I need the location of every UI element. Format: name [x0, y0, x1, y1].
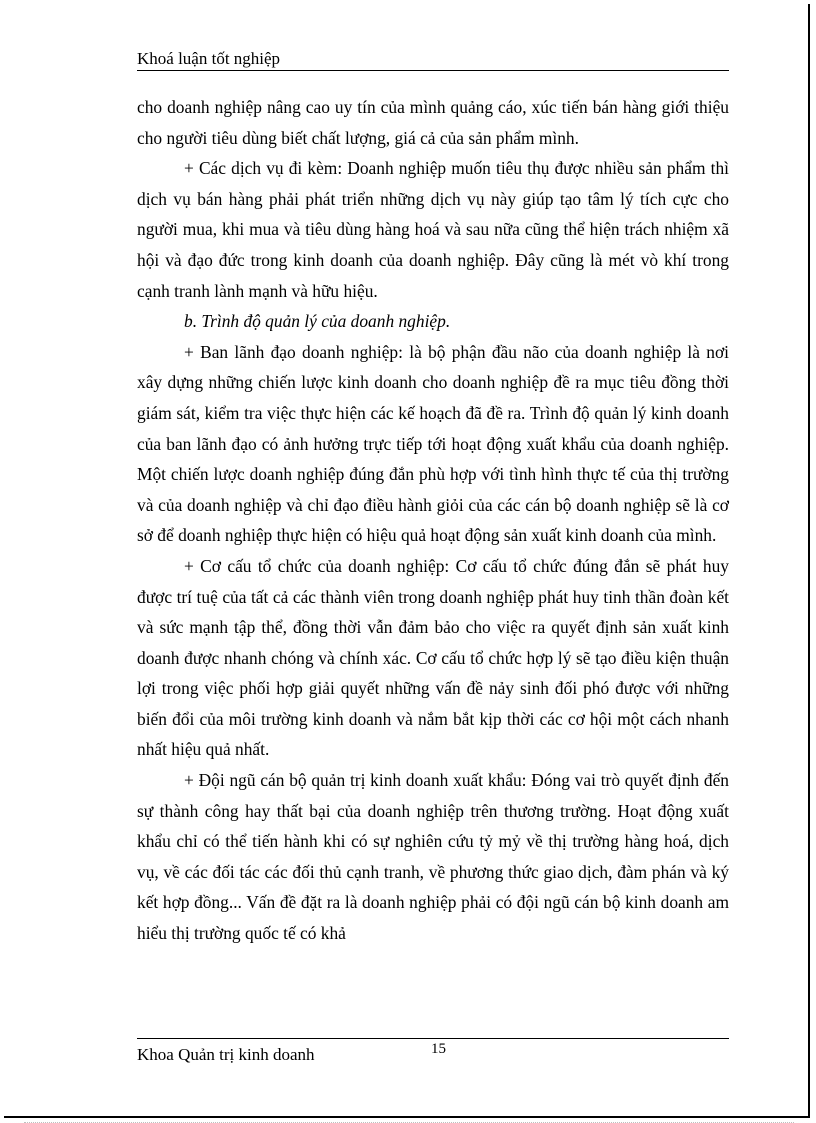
page-number: 15: [431, 1041, 446, 1057]
paragraph-leadership: + Ban lãnh đạo doanh nghiệp: là bộ phận đầu não của doanh nghiệp là nơi xây dựng những chiến lược kinh doanh cho doanh nghiệp đề ra mục tiêu đồng thời giám sát, kiểm tra việc thực hiện các kế hoạch đã đề ra. Trình độ quản lý kinh doanh của ban lãnh đạo có ảnh hưởng trực tiếp tới hoạt động xuất khẩu của doanh nghiệp. Một chiến lược doanh nghiệp đúng đắn phù hợp với tình hình thực tế của thị trường và của doanh nghiệp và chỉ đạo điều hành giỏi của các cán bộ doanh nghiệp sẽ là cơ sở để doanh nghiệp thực hiện có hiệu quả hoạt động sản xuất kinh doanh của mình.: [137, 341, 729, 546]
running-header: [137, 48, 729, 71]
paragraph-staff: + Đội ngũ cán bộ quản trị kinh doanh xuất khẩu: Đóng vai trò quyết định đến sự thành công hay thất bại của doanh nghiệp trên thương trường. Hoạt động xuất khẩu chỉ có thể tiến hành khi có sự nghiên cứu tỷ mỷ về thị trường hàng hoá, dịch vụ, về các đối tác các đối thủ cạnh tranh, về phương thức giao dịch, đàm phán và ký kết hợp đồng... Vấn đề đặt ra là doanh nghiệp phải có đội ngũ cán bộ kinh doanh am hiểu thị trường quốc tế có khả: [137, 770, 729, 944]
document-body: [137, 92, 729, 949]
footer-rule: [137, 1038, 729, 1039]
footer-department: Khoa Quản trị kinh doanh: [137, 1045, 315, 1064]
paragraph-continuation: cho doanh nghiệp nâng cao uy tín của mình quảng cáo, xúc tiến bán hàng giới thiệu cho người tiêu dùng biết chất lượng, giá cả của sản phẩm mình.: [137, 97, 729, 148]
section-subheading: b. Trình độ quản lý của doanh nghiệp.: [184, 311, 451, 332]
paragraph-organization: + Cơ cấu tổ chức của doanh nghiệp: Cơ cấu tổ chức đúng đắn sẽ phát huy được trí tuệ của tất cả các thành viên trong doanh nghiệp phát huy tinh thần đoàn kết và sức mạnh tập thể, đồng thời vẫn đảm bảo cho việc ra quyết định sản xuất kinh doanh được nhanh chóng và chính xác. Cơ cấu tổ chức hợp lý sẽ tạo điều kiện thuận lợi trong việc phối hợp giải quyết những vấn đề nảy sinh đối phó được với những biến đổi của môi trường kinh doanh và nắm bắt kịp thời các cơ hội một cách nhanh nhất hiệu quả nhất.: [137, 555, 729, 760]
paragraph-services: + Các dịch vụ đi kèm: Doanh nghiệp muốn tiêu thụ được nhiều sản phẩm thì dịch vụ bán hàng phải phát triển những dịch vụ này giúp tạo tâm lý tích cực cho người mua, khi mua và tiêu dùng hàng hoá và sau nữa cũng thể hiện trách nhiệm xã hội và đạo đức trong kinh doanh của doanh nghiệp. Đây cũng là mét vò khí trong cạnh tranh lành mạnh và hữu hiệu.: [137, 158, 729, 301]
header-title: Khoá luận tốt nghiệp: [137, 49, 281, 68]
